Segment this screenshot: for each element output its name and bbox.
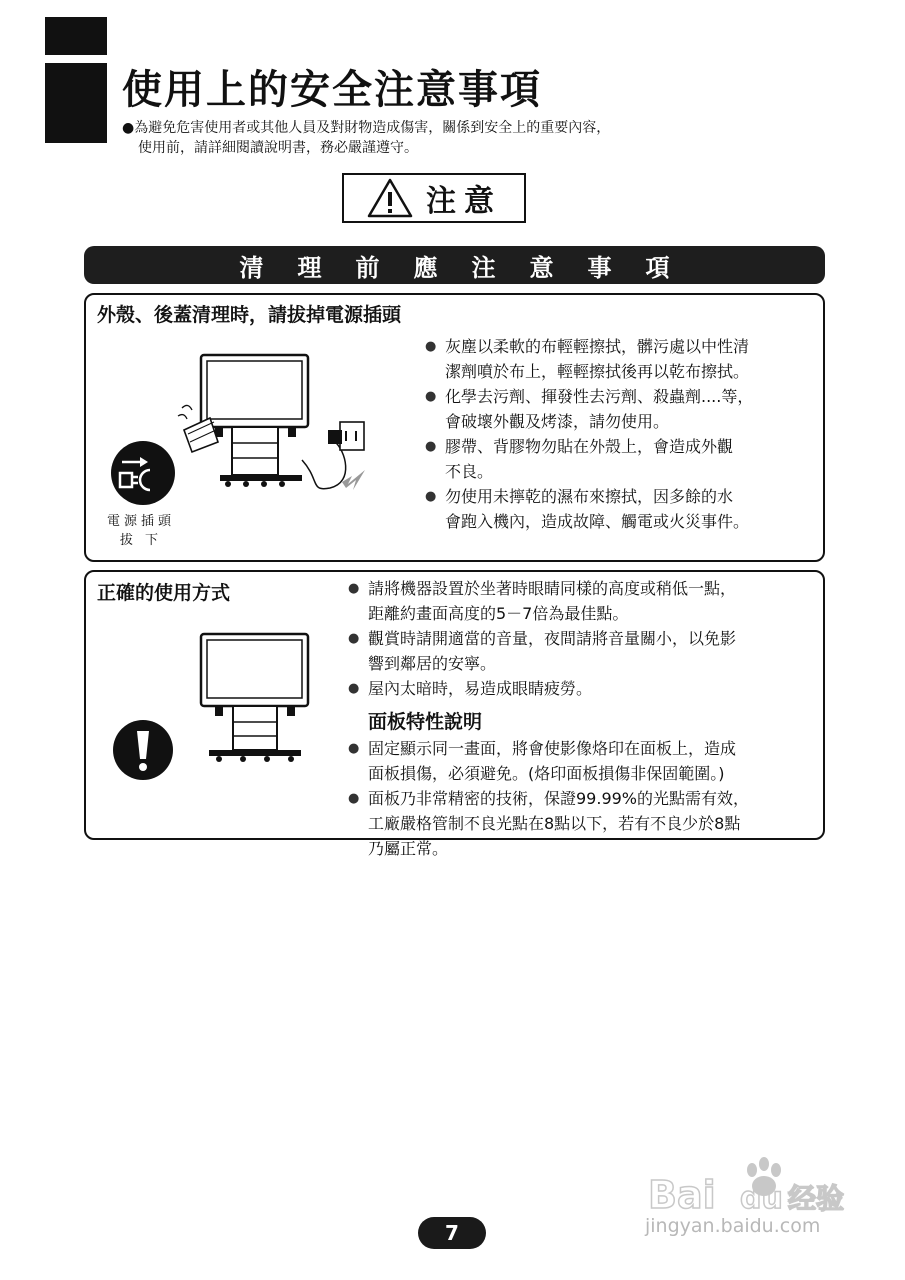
panel-characteristics-heading: 面板特性說明 [368,711,483,733]
tv-cleaning-illustration [170,350,380,500]
list-item: ● 面板乃非常精密的技術，保證99.99%的光點需有效， 工廠嚴格管制不良光點在8點以下，若有不良少於8點 乃屬正常。 [348,786,813,861]
unplug-caption-line-1: 電源插頭 [106,514,175,529]
list-item: ● 勿使用未擰乾的濕布來擦拭，因多餘的水 會跑入機內，造成故障、觸電或火災事件。 [425,484,815,534]
usage-heading: 正確的使用方式 [97,582,231,604]
header-tab-block-top [45,17,107,55]
list-item: ● 固定顯示同一畫面，將會使影像烙印在面板上，造成 面板損傷，必須避免。(烙印面板損傷非保固範圍。) [348,736,813,786]
caution-label: 注意 [426,184,502,219]
unplug-power-icon [110,440,176,506]
unplug-caption [96,512,186,550]
watermark-url: jingyan.baidu.com [645,1215,821,1237]
cleaning-heading: 外殼、後蓋清理時，請拔掉電源插頭 [97,304,402,326]
tv-illustration [195,630,310,765]
unplug-caption-line-2: 拔 下 [119,533,163,548]
list-item: ● 觀賞時請開適當的音量，夜間請將音量關小，以免影 響到鄰居的安寧。 [348,626,813,676]
svg-text:Bai: Bai [648,1173,716,1217]
exclamation-mandatory-icon [112,719,174,781]
intro-text [122,118,742,158]
warning-triangle-icon [366,177,414,219]
cleaning-list [425,334,815,534]
list-item: ● 灰塵以柔軟的布輕輕擦拭，髒污處以中性清 潔劑噴於布上，輕輕擦拭後再以乾布擦拭。 [425,334,815,384]
svg-text:经验: 经验 [788,1182,845,1215]
list-item: ● 屋內太暗時，易造成眼睛疲勞。 [348,676,813,701]
svg-text:du: du [740,1181,783,1216]
section-banner-title: 清理前應注意事項 [239,253,704,282]
intro-line-2: 使用前，請詳細閱讀說明書，務必嚴謹遵守。 [138,140,418,156]
list-item: ● 膠帶、背膠物勿貼在外殼上，會造成外觀 不良。 [425,434,815,484]
header-tab-block-bottom [45,63,107,143]
list-item: ● 化學去污劑、揮發性去污劑、殺蟲劑....等， 會破壞外觀及烤漆，請勿使用。 [425,384,815,434]
caution-box [342,173,526,223]
page-number: 7 [418,1217,486,1249]
intro-line-1: ●為避免危害使用者或其他人員及對財物造成傷害，關係到安全上的重要內容， [122,120,611,136]
page-title: 使用上的安全注意事項 [122,67,542,113]
list-item: ● 請將機器設置於坐著時眼睛同樣的高度或稍低一點， 距離約畫面高度的5－7倍為最佳點。 [348,576,813,626]
usage-list [348,576,813,861]
section-banner [84,246,825,284]
